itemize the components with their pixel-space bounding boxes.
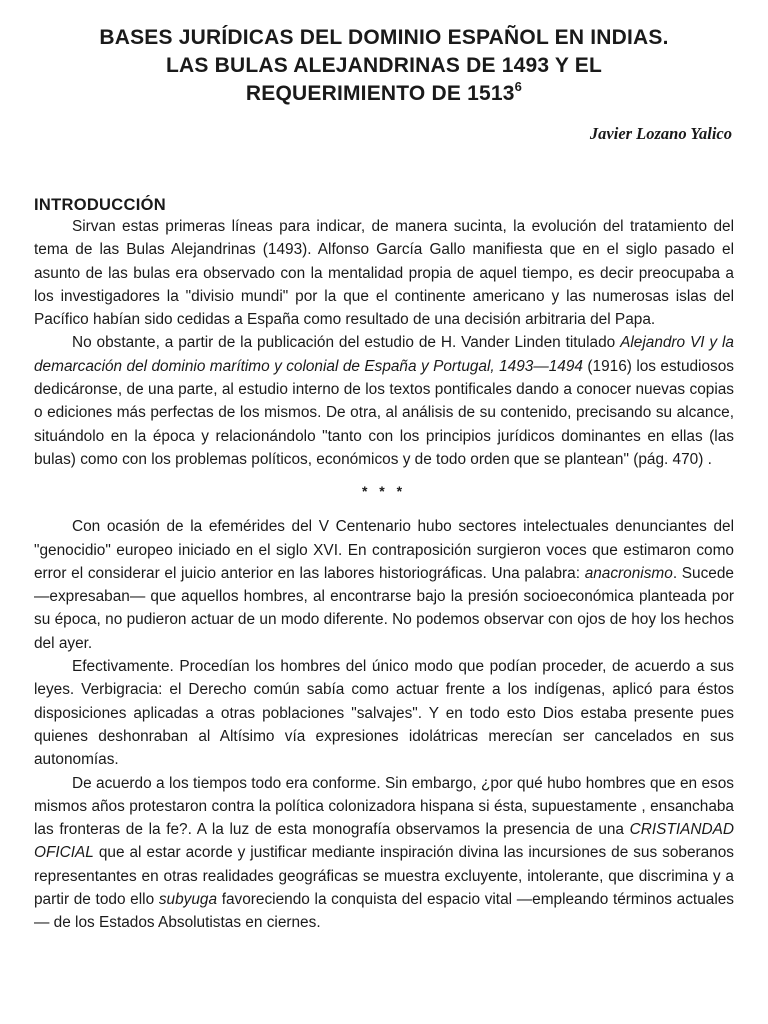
section-separator: * * * — [361, 483, 407, 500]
paragraph-5-text-a: De acuerdo a los tiempos todo era conforme. Sin embargo, ¿por qué hubo hombres que en esos mismos años protestaron contra la política colonizadora hispana si ésta, supuestamente , ensanchaba las fronteras de la fe?. A la luz de esta monografía observamos la presencia de una — [34, 774, 734, 839]
title-footnote-marker: 6 — [514, 79, 523, 94]
paragraph-5-italic-1: CRISTIANDAD OFICIAL — [34, 821, 734, 862]
paragraph-3-italic: anacronismo — [584, 564, 673, 582]
title-line-1: BASES JURÍDICAS DEL DOMINIO ESPAÑOL EN INDIAS. — [99, 26, 669, 49]
paragraph-5-italic-2: subyuga — [158, 891, 218, 909]
paragraph-2 — [34, 331, 734, 471]
title-line-2: LAS BULAS ALEJANDRINAS DE 1493 Y EL — [165, 54, 603, 77]
paragraph-1: Sirvan estas primeras líneas para indicar, de manera sucinta, la evolución del tratamiento del tema de las Bulas Alejandrinas (1493). Alfonso García Gallo manifiesta que en el siglo pasado el asunto de las bulas era observado con la mentalidad propia de aquel tiempo, es decir preocupaba a los investigadores la "divisio mundi" por la que el continente americano y las numerosas islas del Pacífico habían sido cedidas a España como resultado de una decisión arbitraria del Papa. — [34, 218, 734, 329]
section-heading: INTRODUCCIÓN — [34, 196, 166, 214]
paragraph-4: Efectivamente. Procedían los hombres del único modo que podían proceder, de acuerdo a sus leyes. Verbigracia: el Derecho común sabía como actuar frente a los indígenas, aplicó para éstos disposiciones aplicadas a otras poblaciones "salvajes". Y en todo esto Dios estaba presente pues quienes deshonraban al Altísimo vía expresiones idolátricas merecían ser cancelados en sus autonomías. — [34, 658, 734, 769]
spacer — [34, 507, 734, 515]
paragraph-3 — [34, 515, 734, 655]
paragraph-2-book-title: Alejandro VI y la demarcación del dominio marítimo y colonial de España y Portugal, 1493—1494 — [34, 334, 734, 375]
paragraph-2-text-a: No obstante, a partir de la publicación del estudio de H. Vander Linden titulado — [72, 334, 621, 352]
paragraph-5-text-c: favoreciendo la conquista del espacio vital —empleando términos actuales— de los Estados Absolutistas en ciernes. — [34, 891, 734, 932]
article-title — [34, 24, 734, 108]
paragraph-2-text-b: (1916) los estudiosos dedicáronse, de una parte, al estudio interno de los textos pontificales dando a conocer nuevas copias o ediciones más perfectas de los mismos. De otra, al análisis de su contenido, precisando su alcance, situándolo en la época y relacionándolo "tanto con los principios jurídicos dominantes en ellas (las bulas) como con los problemas políticos, económicos y de todo orden que se plantean" (pág. 470) . — [34, 357, 734, 468]
paragraph-5 — [34, 772, 734, 935]
paragraph-3-text-a: Con ocasión de la efemérides del V Centenario hubo sectores intelectuales denunciantes del "genocidio" europeo iniciado en el siglo XVI. En contraposición surgieron voces que estimaron como error el considerar el juicio anterior en las labores historiográficas. Una palabra: — [34, 518, 734, 582]
title-line-3: REQUERIMIENTO DE 1513 — [245, 82, 515, 105]
paragraph-3-text-b: . Sucede —expresaban— que aquellos hombres, al encontrarse bajo la presión socioeconómica planteada por su época, no pudieron actuar de un modo diferente. No podemos observar con ojos de hoy los hechos del ayer. — [34, 564, 734, 652]
author-name: Javier Lozano Yalico — [589, 124, 732, 143]
paragraph-5-text-b: que al estar acorde y justificar mediante inspiración divina las incursiones de sus soberanos representantes en otras realidades geográficas se muestra excluyente, intolerante, que discrimina y a partir de todo ello — [34, 844, 734, 909]
